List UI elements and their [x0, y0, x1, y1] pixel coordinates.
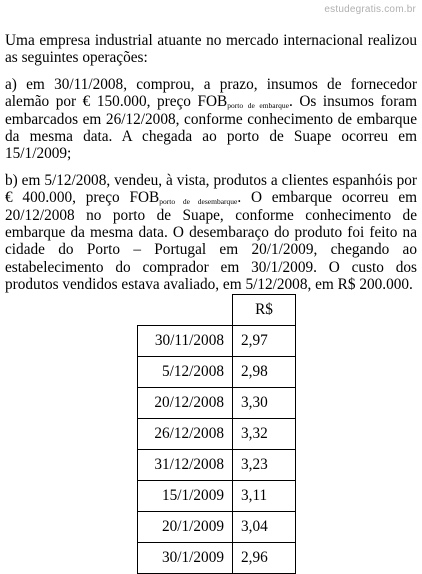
table-row — [138, 419, 296, 450]
operation-b-continuation: . O embarque ocorreu em 20/12/2008 no porto de Suape, conforme conhecimento de embarque da mesma data. O desembaraço do produto foi feito na cidade do Porto – Portugal em 20/1/2009, chegando ao estabelecimento do comprador em 30/1/2009. O custo dos produtos vendidos estava avaliado, em 5/12/2008, em R$ 200.000. — [5, 189, 418, 294]
date-cell: 30/1/2009 — [138, 543, 233, 574]
date-cell: 5/12/2008 — [138, 357, 233, 388]
operation-b-text: b) em 5/12/2008, vendeu, à vista, produtos a clientes espanhóis por € 400.000, preço FOB — [5, 171, 417, 207]
rate-cell: 2,98 — [233, 357, 296, 388]
intro-paragraph: Uma empresa industrial atuante no mercado internacional realizou as seguintes operações: — [5, 32, 417, 67]
rate-cell: 3,32 — [233, 419, 296, 450]
rate-cell: 3,30 — [233, 388, 296, 419]
table-row — [138, 326, 296, 357]
table-row — [138, 543, 296, 574]
rate-column-header: R$ — [233, 295, 296, 326]
date-cell: 26/12/2008 — [138, 419, 233, 450]
date-cell: 15/1/2009 — [138, 481, 233, 512]
table-row — [138, 357, 296, 388]
rate-cell: 3,11 — [233, 481, 296, 512]
date-cell: 30/11/2008 — [138, 326, 233, 357]
exchange-rate-table — [137, 294, 296, 574]
table-row — [138, 512, 296, 543]
table-row — [138, 388, 296, 419]
question-text — [5, 32, 417, 294]
operation-b-paragraph — [5, 172, 417, 294]
date-cell: 20/1/2009 — [138, 512, 233, 543]
table-header-row — [138, 295, 296, 326]
table-row — [138, 481, 296, 512]
date-cell: 31/12/2008 — [138, 450, 233, 481]
operation-a-continuation: . Os insumos foram embarcados em 26/12/2008, conforme conhecimento de embarque da mesma data. A chegada ao porto de Suape ocorreu em 15/1/2009; — [5, 93, 417, 163]
date-cell: 20/12/2008 — [138, 388, 233, 419]
operation-a-subscript: porto de embarque — [227, 101, 289, 111]
date-column-header — [138, 295, 233, 326]
operation-a-paragraph — [5, 76, 417, 163]
rate-cell: 2,97 — [233, 326, 296, 357]
rate-cell: 3,04 — [233, 512, 296, 543]
operation-a-text: a) em 30/11/2008, comprou, a prazo, insumos de fornecedor alemão por € 150.000, preço FOB — [5, 75, 417, 111]
site-watermark: estudegratis.com.br — [324, 4, 416, 15]
table-row — [138, 450, 296, 481]
rate-cell: 3,23 — [233, 450, 296, 481]
rate-cell: 2,96 — [233, 543, 296, 574]
operation-b-subscript: porto de desembarque — [159, 197, 238, 207]
